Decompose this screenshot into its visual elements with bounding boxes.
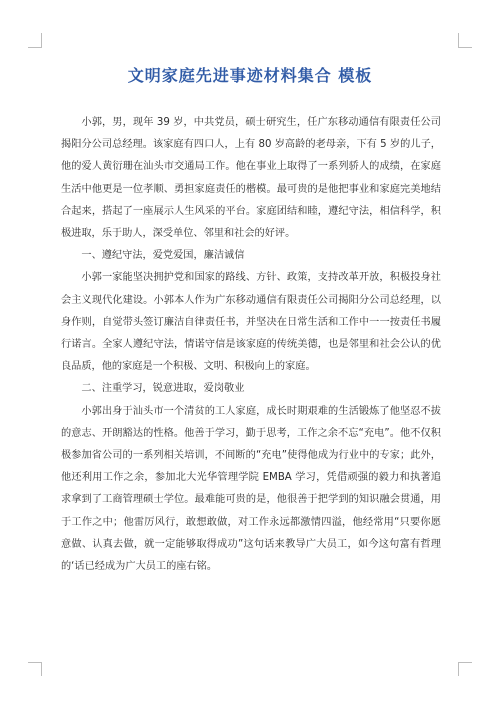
crop-mark xyxy=(458,33,459,47)
section-heading-2: 二、注重学习，锐意进取，爱岗敬业 xyxy=(81,383,245,395)
crop-mark xyxy=(458,662,472,663)
crop-mark xyxy=(458,662,459,676)
paragraph-intro: 小郭，男，现年 39 岁，中共党员，硕士研究生，任广东移动通信有限责任公司揭阳分公司总经理。该家庭有四口人，上有 80 岁高龄的老母亲，下有 5 岁的儿子，他的爱人黄衍珊在汕头市交通局工作。他在事业上取得了一系列骄人的成绩，在家庭生活中他更是一位孝顺、勇担家庭责任的楷模。最可贵的是他把事业和家庭完美地结合起来，搭起了一座展示人生风采的平台。家庭团结和睦，遵纪守法，相信科学，积极进取，乐于助人，深受单位、邻里和社会的好评。 xyxy=(61,117,441,240)
paragraph-section-2: 小郭出身于汕头市一个清贫的工人家庭，成长时期艰难的生活锻炼了他坚忍不拔的意志、开朗豁达的性格。他善于学习，勤于思考，工作之余不忘“充电”。他不仅积极参加省公司的一系列相关培训，不间断的“充电”使得他成为行业中的专家；此外，他还利用工作之余，参加北大光华管理学院 EMBA 学习，凭借顽强的毅力和执著追求拿到了工商管理硕士学位。最难能可贵的是，他很善于把学到的知识融会贯通，用于工作之中；他雷厉风行，敢想敢做，对工作永远都激情四溢，他经常用“只要你愿意做、认真去做，就一定能够取得成功”这句话来教导广大员工，如今这句富有哲理的‘话已经成为广大员工的座右铭。 xyxy=(61,405,441,573)
crop-mark xyxy=(458,47,472,48)
document-title: 文明家庭先进事迹材料集合 模板 xyxy=(127,66,373,85)
crop-mark xyxy=(41,662,42,676)
crop-mark xyxy=(28,47,42,48)
crop-mark xyxy=(28,662,42,663)
paragraph-section-1: 小郭一家能坚决拥护党和国家的路线、方针、政策，支持改革开放，积极投身社会主义现代化建设。小郭本人作为广东移动通信有限责任公司揭阳分公司总经理，以身作则，自觉带头签订廉洁自律责任书，并坚决在日常生活和工作中一一按责任书履行诺言。全家人遵纪守法，情诺守信是该家庭的传统美德，也是邻里和社会公认的优良品质，他的家庭是一个积极、文明、积极向上的家庭。 xyxy=(61,272,441,373)
crop-mark xyxy=(41,33,42,47)
document-body xyxy=(61,112,441,578)
section-heading-1: 一、遵纪守法，爱党爱国，廉洁诚信 xyxy=(81,250,245,262)
